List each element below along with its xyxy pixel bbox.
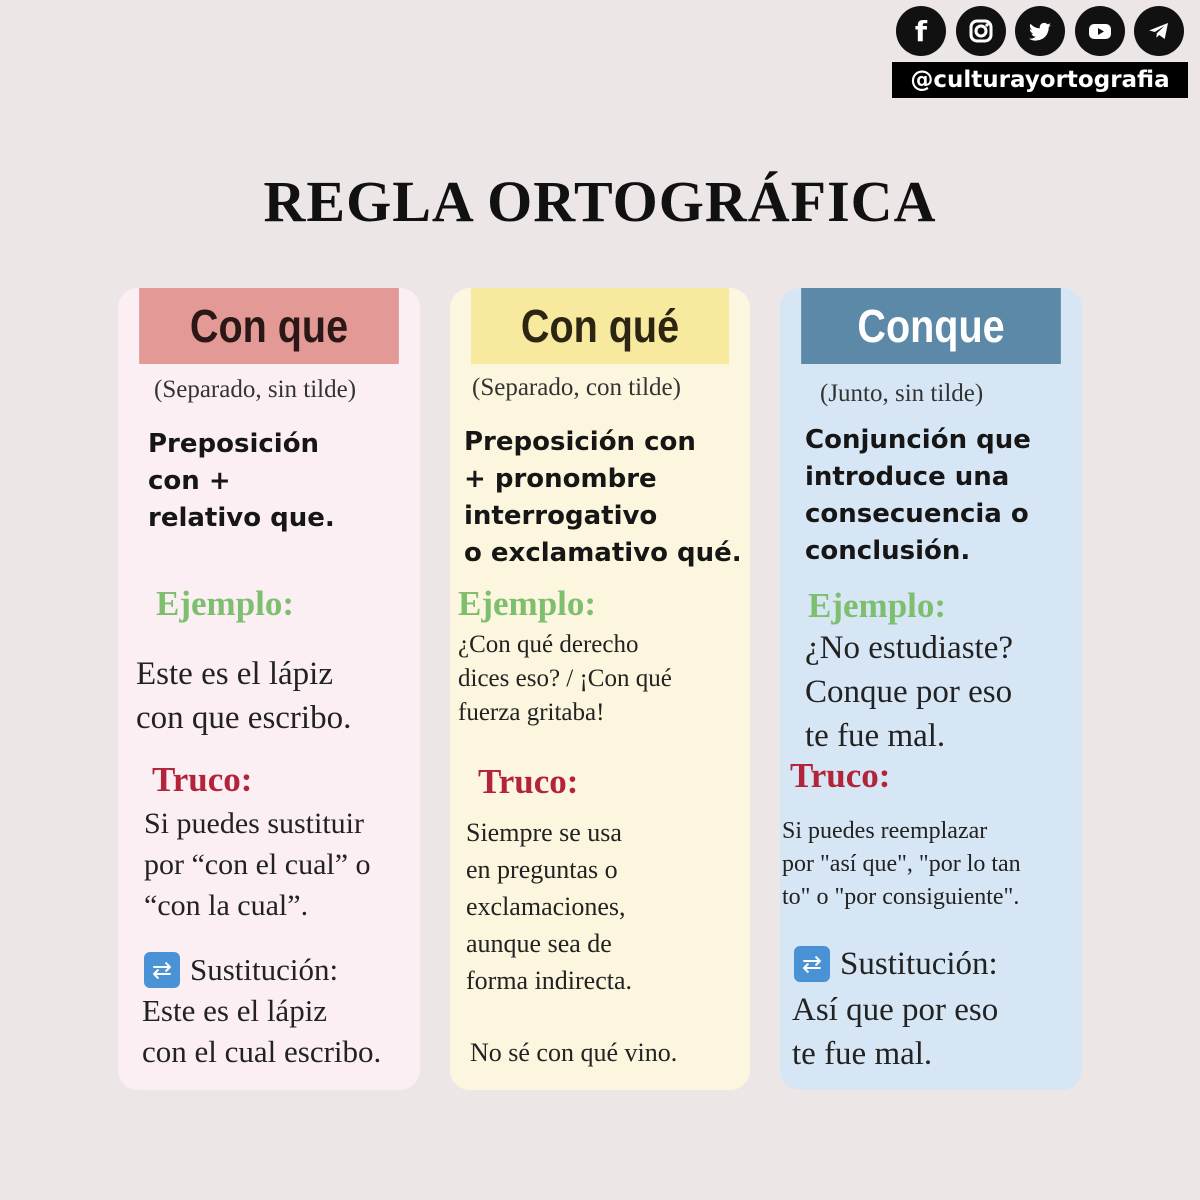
definition-line: Preposición con — [464, 427, 696, 457]
example-line: Conque por eso — [805, 674, 1013, 710]
substitution-label-text: Sustitución: — [840, 946, 998, 982]
youtube-icon[interactable] — [1075, 6, 1125, 56]
substitution-text — [142, 990, 381, 1072]
substitution-line: con el cual escribo. — [142, 1034, 382, 1069]
trick-label: Truco: — [152, 760, 253, 799]
example-line: dices eso? / ¡Con qué — [458, 665, 672, 692]
card-header: Con que — [139, 288, 399, 364]
trick-line: aunque sea de — [466, 929, 612, 958]
example-line: fuerza gritaba! — [458, 699, 605, 726]
trick-label: Truco: — [790, 756, 891, 795]
example-label: Ejemplo: — [808, 586, 947, 625]
social-header — [892, 6, 1188, 96]
example-text — [136, 652, 351, 740]
substitution-line: Este es el lápiz — [142, 993, 328, 1028]
swap-icon: ⇄ — [144, 952, 180, 988]
telegram-icon[interactable] — [1134, 6, 1184, 56]
swap-icon: ⇄ — [794, 946, 830, 982]
card-header: Con qué — [471, 288, 729, 364]
example-text — [805, 626, 1013, 758]
definition-line: interrogativo — [464, 501, 658, 531]
card-definition — [148, 426, 335, 537]
trick-label: Truco: — [478, 762, 579, 801]
definition-line: + pronombre — [464, 464, 657, 494]
card-conque — [780, 288, 1082, 1090]
substitution-text — [792, 988, 998, 1076]
twitter-icon[interactable] — [1015, 6, 1065, 56]
substitution-label — [794, 942, 998, 986]
definition-line: introduce una — [805, 462, 1010, 492]
trick-line: Si puedes reemplazar — [782, 818, 988, 844]
trick-line: “con la cual”. — [144, 889, 309, 922]
trick-line: Si puedes sustituir — [144, 807, 365, 840]
card-definition — [464, 424, 742, 572]
card-con-que-tilde — [450, 288, 750, 1090]
card-definition — [805, 422, 1031, 570]
example-line: Este es el lápiz — [136, 656, 334, 692]
substitution-line: te fue mal. — [792, 1036, 933, 1072]
closing-example: No sé con qué vino. — [470, 1038, 678, 1067]
page-title: REGLA ORTOGRÁFICA — [263, 169, 937, 234]
definition-line: consecuencia o — [805, 499, 1029, 529]
trick-line: forma indirecta. — [466, 966, 633, 995]
example-label: Ejemplo: — [156, 584, 295, 623]
card-subtitle: (Separado, con tilde) — [472, 374, 681, 401]
example-line: ¿Con qué derecho — [458, 631, 639, 658]
card-subtitle: (Junto, sin tilde) — [820, 380, 984, 407]
trick-line: por "así que", "por lo tan — [782, 851, 1021, 877]
facebook-icon[interactable]: f — [896, 6, 946, 56]
instagram-icon[interactable] — [956, 6, 1006, 56]
trick-text — [782, 815, 1021, 914]
definition-line: conclusión. — [805, 536, 971, 566]
example-line: ¿No estudiaste? — [805, 630, 1014, 666]
trick-line: en preguntas o — [466, 855, 618, 884]
example-line: con que escribo. — [136, 700, 352, 736]
social-icons — [892, 6, 1188, 56]
substitution-label-text: Sustitución: — [190, 952, 339, 987]
card-con-que — [118, 288, 420, 1090]
trick-text — [144, 803, 371, 926]
substitution-label — [144, 948, 338, 992]
definition-line: Conjunción que — [805, 425, 1031, 455]
example-line: te fue mal. — [805, 718, 946, 754]
definition-line: o exclamativo qué. — [464, 538, 742, 568]
trick-line: por “con el cual” o — [144, 848, 371, 881]
definition-line: con + — [148, 466, 231, 496]
substitution-line: Así que por eso — [792, 992, 999, 1028]
trick-line: Siempre se usa — [466, 818, 622, 847]
definition-line: relativo que. — [148, 503, 335, 533]
example-text — [458, 628, 672, 730]
trick-line: to" o "por consiguiente". — [782, 884, 1020, 910]
social-handle: @culturayortografia — [892, 62, 1188, 98]
trick-line: exclamaciones, — [466, 892, 626, 921]
example-label: Ejemplo: — [458, 584, 597, 623]
card-subtitle: (Separado, sin tilde) — [154, 376, 357, 403]
trick-text — [466, 814, 632, 999]
card-header: Conque — [801, 288, 1061, 364]
definition-line: Preposición — [148, 429, 320, 459]
